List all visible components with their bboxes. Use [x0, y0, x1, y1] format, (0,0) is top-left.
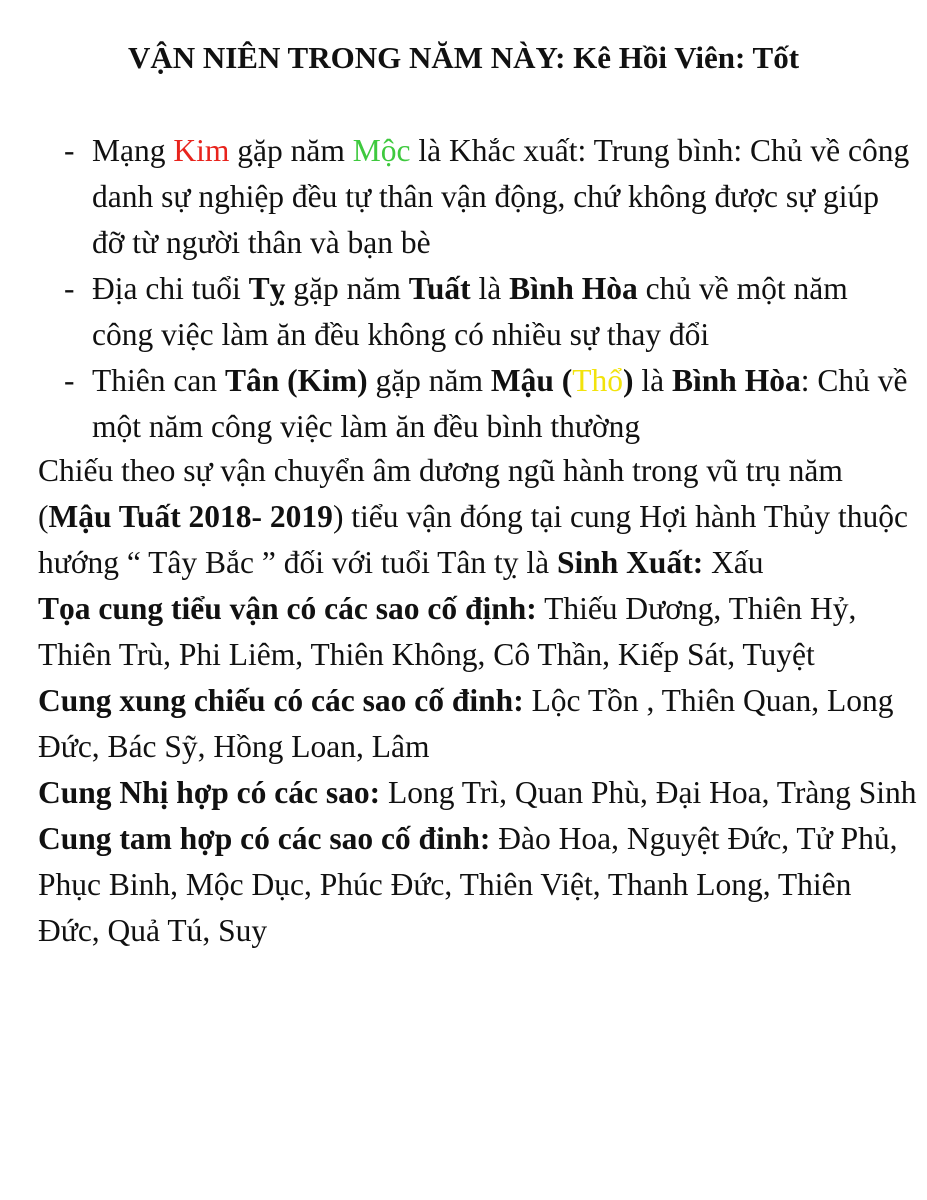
bullet-list — [64, 128, 914, 450]
bullet-item-thien-can — [64, 358, 914, 450]
bullet-dash: - — [64, 363, 75, 398]
element-tho: Thổ — [572, 363, 624, 398]
bold-year: Mậu Tuất 2018- 2019 — [48, 499, 333, 534]
body-text — [38, 448, 918, 954]
label-xung-chieu: Cung xung chiếu có các sao cố đinh: — [38, 683, 524, 718]
bold-tan-kim: Tân (Kim) — [224, 363, 368, 398]
paragraph-text: ) tiểu vận đóng tại cung Hợi hành Thủy thuộc hướng “ Tây Bắc ” đối với tuổi Tân tỵ là — [38, 499, 909, 580]
bullet-text: Mạng — [92, 133, 174, 168]
element-moc: Mộc — [352, 133, 411, 168]
bullet-text: gặp năm — [285, 271, 409, 306]
paragraph-text: Đào Hoa, Nguyệt Đức, Tử Phủ, Phục Binh, Mộc Dục, Phúc Đức, Thiên Việt, Thanh Long, Thiên Đức, Quả Tú, Suy — [38, 821, 898, 948]
paragraph-nhi-hop — [38, 770, 918, 816]
bold-binh-hoa: Bình Hòa — [672, 363, 801, 398]
bullet-text: : Chủ về một năm công việc làm ăn đều bình thường — [92, 363, 908, 444]
bullet-text: Thiên can — [92, 363, 225, 398]
paragraph-text: Lộc Tồn , Thiên Quan, Long Đức, Bác Sỹ, Hồng Loan, Lâm — [38, 683, 894, 764]
label-nhi-hop: Cung Nhị hợp có các sao: — [38, 775, 381, 810]
bullet-item-menh — [64, 128, 914, 266]
paragraph-toa-cung — [38, 586, 918, 678]
paragraph-text: Long Trì, Quan Phù, Đại Hoa, Tràng Sinh — [380, 775, 917, 810]
bullet-dash: - — [64, 271, 75, 306]
page-title: VẬN NIÊN TRONG NĂM NÀY: Kê Hồi Viên: Tốt — [127, 40, 800, 75]
label-toa-cung: Tọa cung tiểu vận có các sao cố định: — [38, 591, 537, 626]
bullet-text: là Khắc xuất: Trung bình: Chủ về công danh sự nghiệp đều tự thân vận động, chứ không được sự giúp đỡ từ người thân và bạn bè — [92, 133, 910, 260]
bullet-text: là — [470, 271, 510, 306]
paragraph-tam-hop — [38, 816, 918, 954]
bullet-text: chủ về một năm công việc làm ăn đều không có nhiều sự thay đổi — [92, 271, 848, 352]
bold-binh-hoa: Bình Hòa — [509, 271, 638, 306]
paragraph-text: Thiếu Dương, Thiên Hỷ, Thiên Trù, Phi Liêm, Thiên Không, Cô Thần, Kiếp Sát, Tuyệt — [38, 591, 857, 672]
bold-mau: Mậu ( — [490, 363, 573, 398]
bullet-item-dia-chi — [64, 266, 914, 358]
bold-tuat: Tuất — [408, 271, 471, 306]
element-kim: Kim — [173, 133, 230, 168]
paragraph-text: Chiếu theo sự vận chuyển âm dương ngũ hành trong vũ trụ năm ( — [38, 453, 843, 534]
bullet-dash: - — [64, 133, 75, 168]
paragraph-xung-chieu — [38, 678, 918, 770]
paragraph-text: Xấu — [703, 545, 764, 580]
bold-sinh-xuat: Sinh Xuất: — [557, 545, 704, 580]
label-tam-hop: Cung tam hợp có các sao cố đinh: — [38, 821, 491, 856]
bullet-text: là — [633, 363, 673, 398]
bullet-text: Địa chi tuổi — [92, 271, 249, 306]
bullet-text: gặp năm — [229, 133, 353, 168]
bullet-text: gặp năm — [367, 363, 491, 398]
paragraph-tieu-van — [38, 448, 918, 586]
bold-ty: Tỵ — [248, 271, 286, 306]
bold-close-paren: ) — [623, 363, 634, 398]
